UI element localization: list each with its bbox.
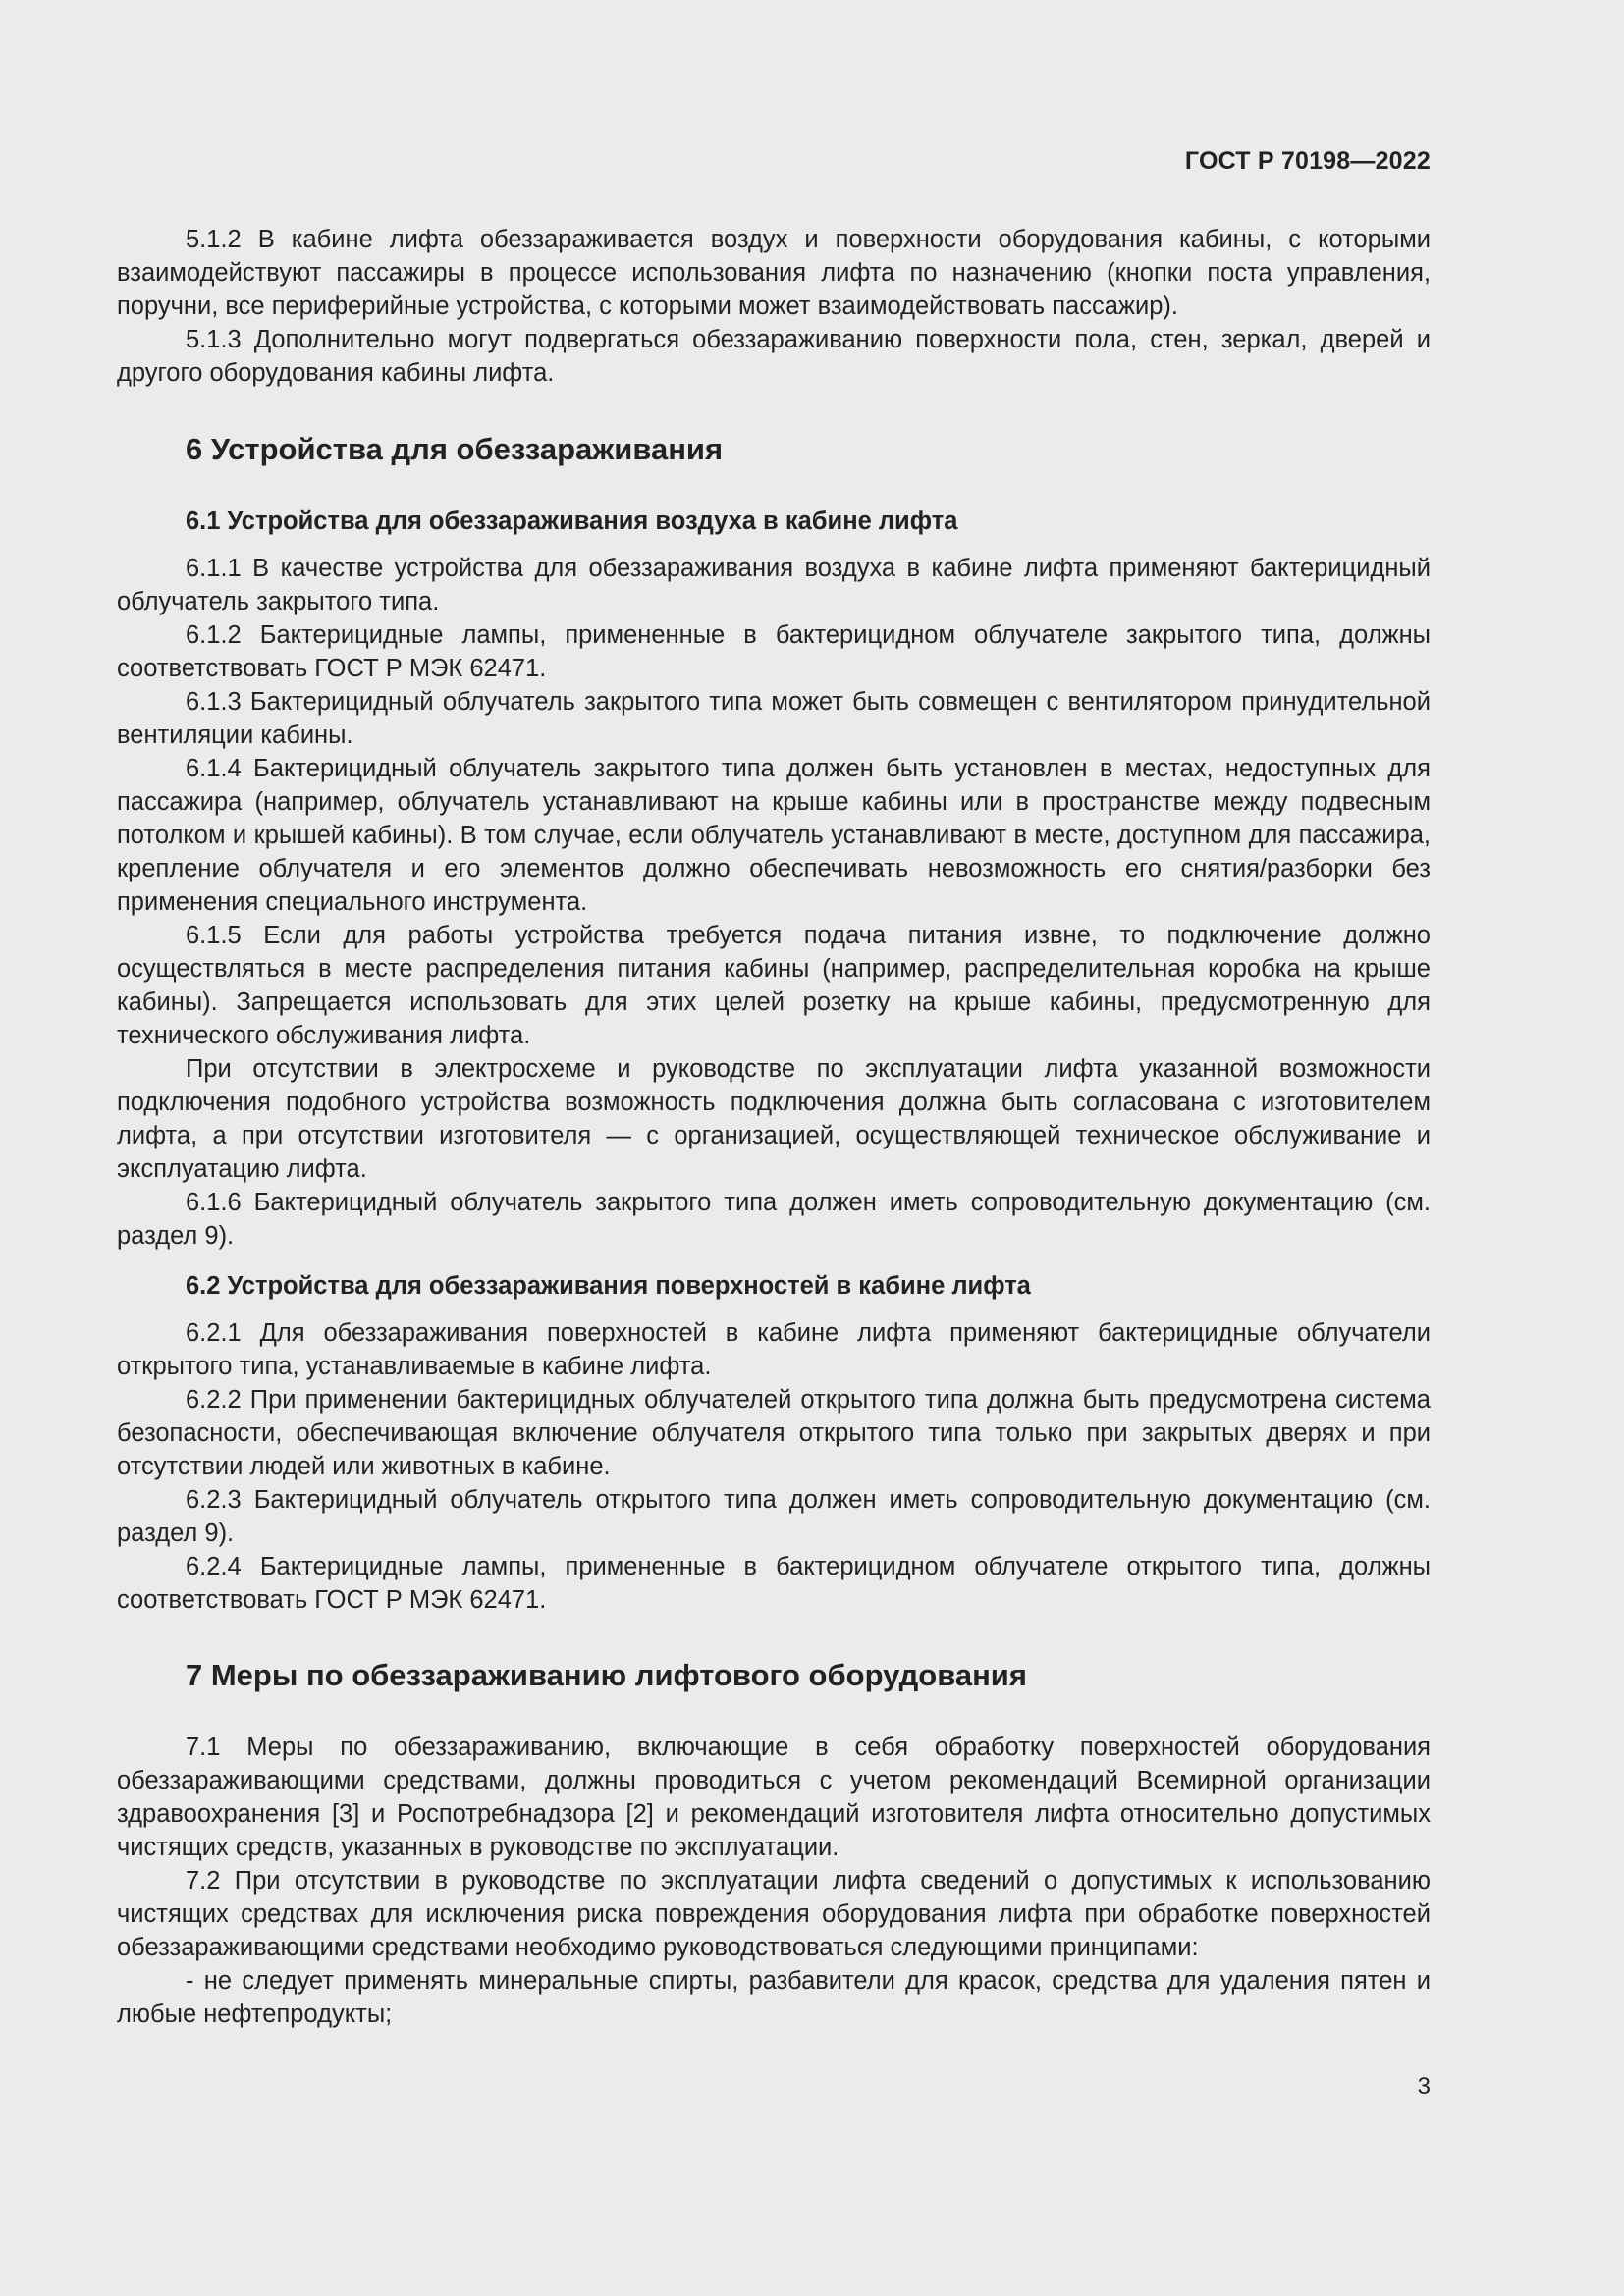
paragraph-6-2-2: 6.2.2 При применении бактерицидных облучателей открытого типа должна быть предусмотрена система безопасности, обеспечивающая включение облучателя открытого типа только при закрытых дверях и при отсутствии людей или животных в кабине. (117, 1386, 1431, 1480)
paragraph-7-2: 7.2 При отсутствии в руководстве по эксплуатации лифта сведений о допустимых к использованию чистящих средствах для исключения риска повреждения оборудования лифта при обработке поверхностей обеззараживающими средствами необходимо руководствоваться следующими принципами: (117, 1867, 1431, 1961)
paragraph-6-1-5-continued: При отсутствии в электросхеме и руководстве по эксплуатации лифта указанной возможности подключения подобного устройства возможность подключения должна быть согласована с изготовителем лифта, а при отсутствии изготовителя — с организацией, осуществляющей техническое обслуживание и эксплуатацию лифта. (117, 1055, 1431, 1183)
section-heading-6: 6 Устройства для обеззараживания (186, 432, 724, 466)
paragraph-6-2-4: 6.2.4 Бактерицидные лампы, примененные в бактерицидном облучателе открытого типа, должны соответствовать ГОСТ Р МЭК 62471. (117, 1553, 1431, 1614)
paragraph-6-1-6: 6.1.6 Бактерицидный облучатель закрытого типа должен иметь сопроводительную документацию (см. раздел 9). (117, 1189, 1431, 1250)
page-number: 3 (1417, 2073, 1431, 2100)
paragraph-6-1-1: 6.1.1 В качестве устройства для обеззараживания воздуха в кабине лифта применяют бактерицидный облучатель закрытого типа. (117, 555, 1431, 615)
document-code-header: ГОСТ Р 70198—2022 (1184, 147, 1431, 175)
paragraph-5-1-3: 5.1.3 Дополнительно могут подвергаться обеззараживанию поверхности пола, стен, зеркал, дверей и другого оборудования кабины лифта. (117, 326, 1431, 387)
section-heading-7: 7 Меры по обеззараживанию лифтового оборудования (186, 1658, 1027, 1692)
paragraph-6-1-5: 6.1.5 Если для работы устройства требуется подача питания извне, то подключение должно осуществляться в месте распределения питания кабины (например, распределительная коробка на крыше кабины). Запрещается использовать для этих целей розетку на крыше кабины, предусмотренную для технического обслуживания лифта. (117, 922, 1431, 1049)
paragraph-6-1-4: 6.1.4 Бактерицидный облучатель закрытого типа должен быть установлен в местах, недоступных для пассажира (например, облучатель устанавливают на крыше кабины или в пространстве между подвесным потолком и крышей кабины). В том случае, если облучатель устанавливают в месте, доступном для пассажира, крепление облучателя и его элементов должно обеспечивать невозможность его снятия/разборки без применения специального инструмента. (117, 755, 1431, 916)
document-body (117, 223, 1431, 2031)
paragraph-6-1-2: 6.1.2 Бактерицидные лампы, примененные в бактерицидном облучателе закрытого типа, должны соответствовать ГОСТ Р МЭК 62471. (117, 621, 1431, 682)
paragraph-6-1-3: 6.1.3 Бактерицидный облучатель закрытого типа может быть совмещен с вентилятором принудительной вентиляции кабины. (117, 688, 1431, 749)
paragraph-6-2-3: 6.2.3 Бактерицидный облучатель открытого типа должен иметь сопроводительную документацию (см. раздел 9). (117, 1486, 1431, 1547)
paragraph-5-1-2: 5.1.2 В кабине лифта обеззараживается воздух и поверхности оборудования кабины, с которыми взаимодействуют пассажиры в процессе использования лифта по назначению (кнопки поста управления, поручни, все периферийные устройства, с которыми может взаимодействовать пассажир). (117, 226, 1431, 320)
paragraph-7-1: 7.1 Меры по обеззараживанию, включающие в себя обработку поверхностей оборудования обеззараживающими средствами, должны проводиться с учетом рекомендаций Всемирной организации здравоохранения [3] и Роспотребнадзора [2] и рекомендаций изготовителя лифта относительно допустимых чистящих средств, указанных в руководстве по эксплуатации. (117, 1734, 1431, 1861)
subsection-heading-6-2: 6.2 Устройства для обеззараживания поверхностей в кабине лифта (186, 1272, 1031, 1300)
paragraph-6-2-1: 6.2.1 Для обеззараживания поверхностей в кабине лифта применяют бактерицидные облучатели открытого типа, устанавливаемые в кабине лифта. (117, 1319, 1431, 1380)
subsection-heading-6-1: 6.1 Устройства для обеззараживания воздуха в кабине лифта (186, 507, 958, 535)
list-item-7-2-a: - не следует применять минеральные спирты, разбавители для красок, средства для удаления пятен и любые нефтепродукты; (117, 1967, 1431, 2028)
